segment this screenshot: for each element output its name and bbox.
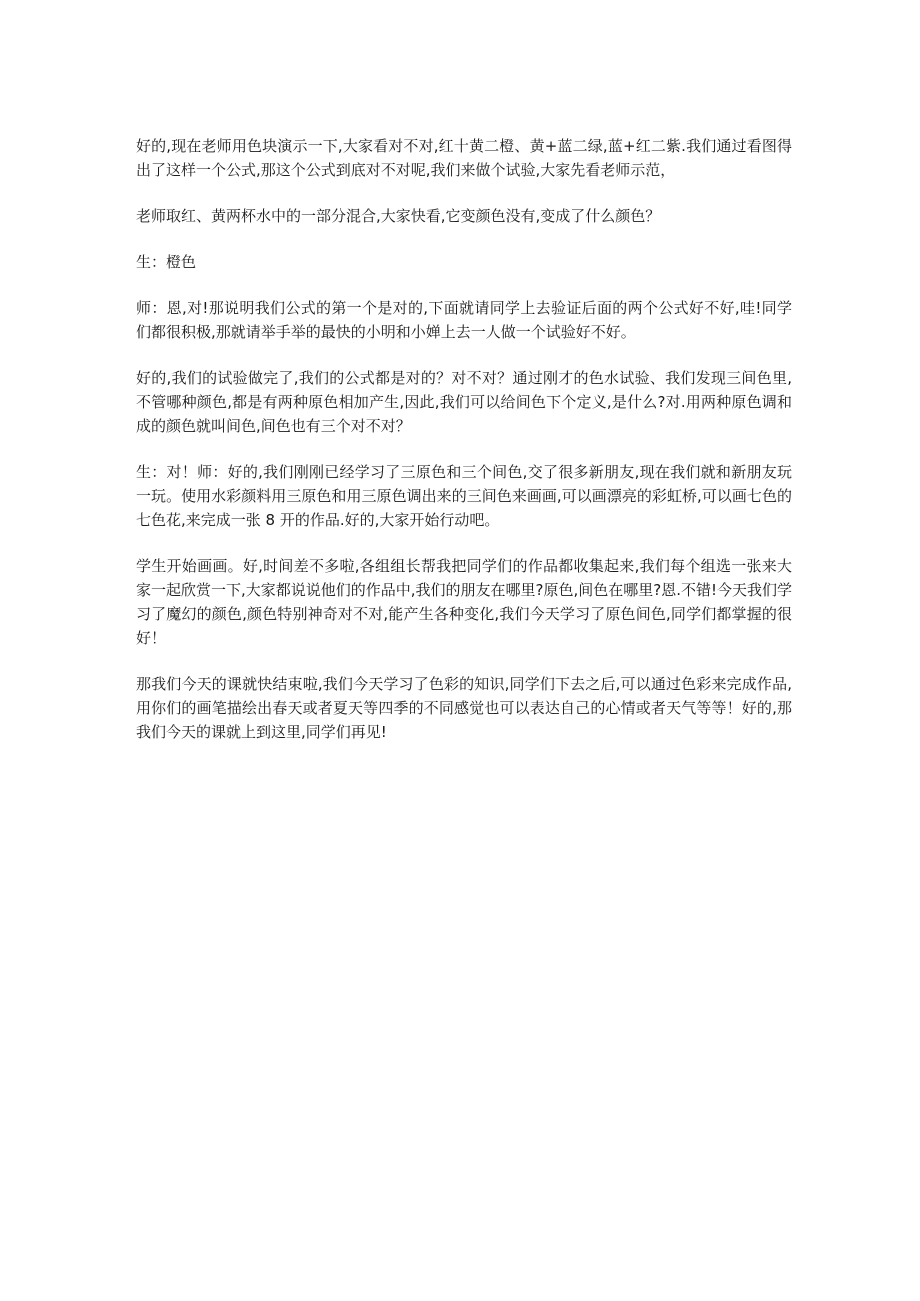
paragraph-painting-task: 生：对！师：好的,我们刚刚已经学习了三原色和三个间色,交了很多新朋友,现在我们就和新朋友玩一玩。使用水彩颜料用三原色和用三原色调出来的三间色来画画,可以画漂亮的彩虹桥,可以画七色的七色花,来完成一张 8 开的作品.好的,大家开始行动吧。	[136, 463, 792, 529]
paragraph-closing: 那我们今天的课就快结束啦,我们今天学习了色彩的知识,同学们下去之后,可以通过色彩来完成作品,用你们的画笔描绘出春天或者夏天等四季的不同感觉也可以表达自己的心情或者天气等等！好的,那我们今天的课就上到这里,同学们再见!	[136, 675, 792, 741]
paragraph-demo-intro: 好的,现在老师用色块演示一下,大家看对不对,红十黄二橙、黄+蓝二绿,蓝+红二紫.我们通过看图得出了这样一个公式,那这个公式到底对不对呢,我们来做个试验,大家先看老师示范，	[136, 137, 792, 179]
paragraph-teacher-verify: 师：恩,对!那说明我们公式的第一个是对的,下面就请同学上去验证后面的两个公式好不好,哇!同学们都很积极,那就请举手举的最快的小明和小婵上去一人做一个试验好不好。	[136, 299, 792, 341]
paragraph-student-answer: 生：橙色	[136, 253, 197, 271]
paragraph-definition: 好的,我们的试验做完了,我们的公式都是对的？对不对？通过刚才的色水试验、我们发现三间色里,不管哪种颜色,都是有两种原色相加产生,因此,我们可以给间色下个定义,是什么?对.用两种原色调和成的颜色就叫间色,间色也有三个对不对？	[136, 369, 792, 435]
document-body	[136, 134, 792, 766]
paragraph-appreciation: 学生开始画画。好,时间差不多啦,各组组长帮我把同学们的作品都收集起来,我们每个组选一张来大家一起欣赏一下,大家都说说他们的作品中,我们的朋友在哪里?原色,间色在哪里?恩.不错!今天我们学习了魔幻的颜色,颜色特别神奇对不对,能产生各种变化,我们今天学习了原色间色,同学们都掌握的很好！	[136, 557, 793, 647]
paragraph-mix-question: 老师取红、黄两杯水中的一部分混合,大家快看,它变颜色没有,变成了什么颜色？	[136, 207, 661, 225]
